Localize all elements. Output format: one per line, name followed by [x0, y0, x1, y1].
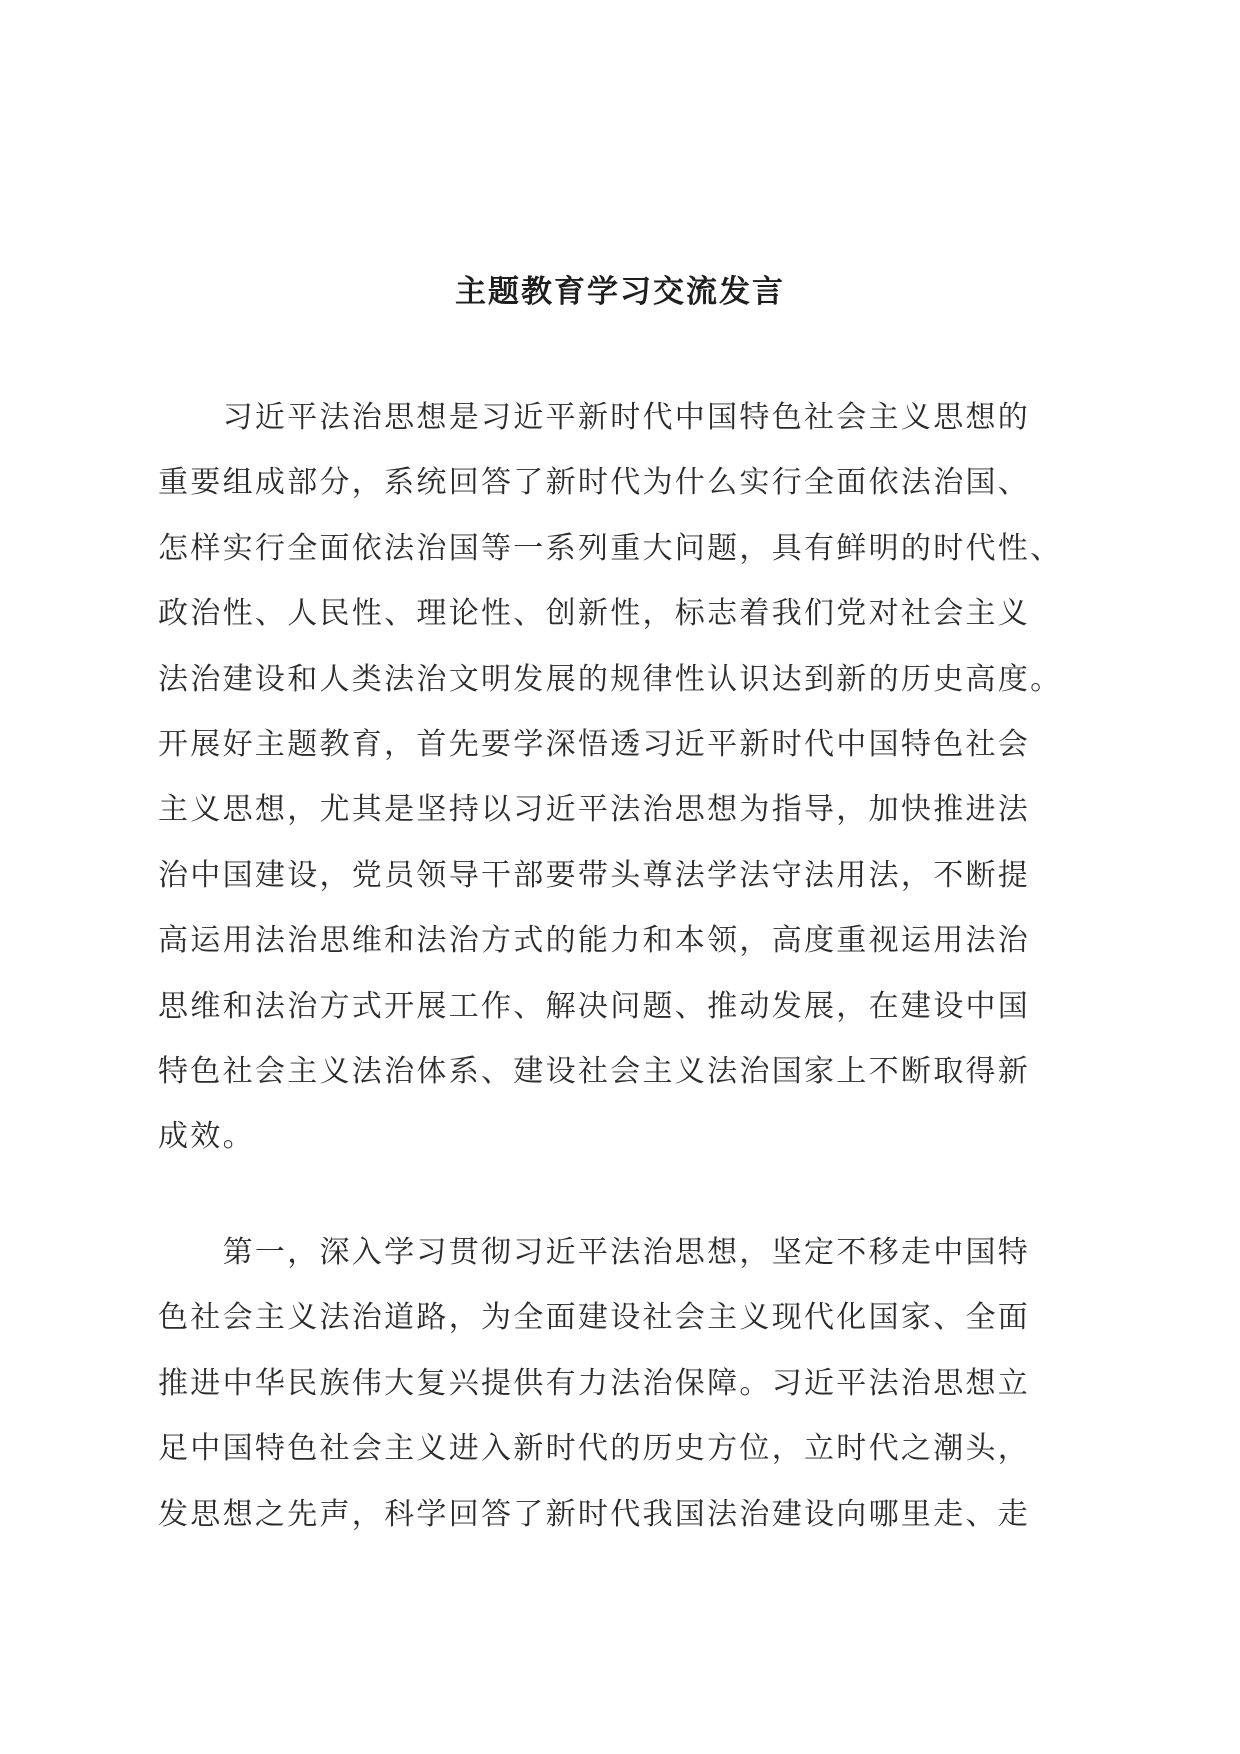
text-line: 高运用法治思维和法治方式的能力和本领，高度重视运用法治 — [158, 923, 1031, 959]
text-line: 思维和法治方式开展工作、解决问题、推动发展，在建设中国 — [158, 988, 1031, 1024]
text-line: 怎样实行全面依法治国等一系列重大问题，具有鲜明的时代性、 — [158, 530, 1063, 566]
text-line: 主义思想，尤其是坚持以习近平法治思想为指导，加快推进法 — [158, 792, 1031, 828]
text-line: 特色社会主义法治体系、建设社会主义法治国家上不断取得新 — [158, 1053, 1031, 1089]
text-line: 政治性、人民性、理论性、创新性，标志着我们党对社会主义 — [158, 596, 1031, 632]
text-line: 治中国建设，党员领导干部要带头尊法学法守法用法，不断提 — [158, 857, 1031, 893]
text-line: 足中国特色社会主义进入新时代的历史方位，立时代之潮头， — [158, 1431, 1031, 1467]
text-line: 重要组成部分，系统回答了新时代为什么实行全面依法治国、 — [158, 465, 1031, 501]
text-line: 法治建设和人类法治文明发展的规律性认识达到新的历史高度。 — [158, 661, 1063, 697]
paragraph-2 — [158, 1220, 1098, 1547]
text-line: 发思想之先声，科学回答了新时代我国法治建设向哪里走、走 — [158, 1496, 1031, 1532]
text-line: 推进中华民族伟大复兴提供有力法治保障。习近平法治思想立 — [158, 1365, 1031, 1401]
text-line: 色社会主义法治道路，为全面建设社会主义现代化国家、全面 — [158, 1300, 1031, 1336]
text-line: 开展好主题教育，首先要学深悟透习近平新时代中国特色社会 — [158, 726, 1031, 762]
text-line: 习近平法治思想是习近平新时代中国特色社会主义思想的 — [158, 400, 1031, 435]
text-line: 成效。 — [158, 1119, 255, 1155]
document-title: 主题教育学习交流发言 — [455, 274, 785, 310]
paragraph-1 — [158, 385, 1098, 1170]
text-line: 第一，深入学习贯彻习近平法治思想，坚定不移走中国特 — [158, 1235, 1031, 1270]
